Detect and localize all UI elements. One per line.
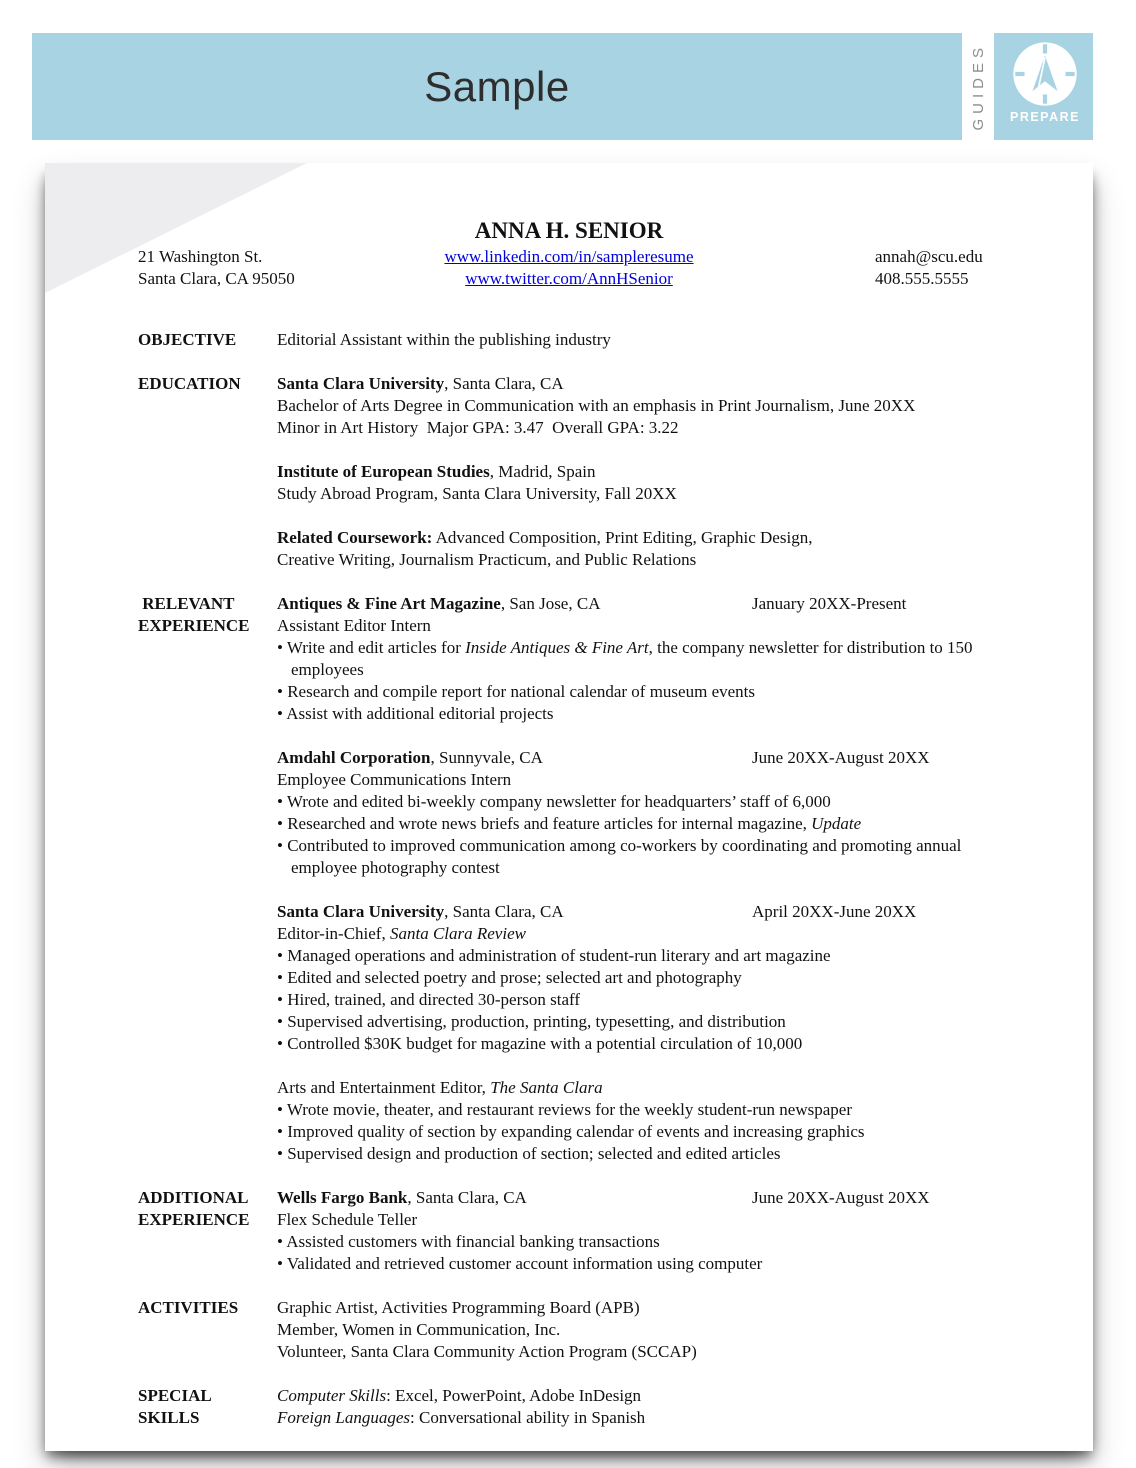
text-run: Editorial Assistant within the publishing industry — [277, 330, 611, 349]
phone-text: 408.555.5555 — [875, 269, 969, 288]
bullet-item: • Write and edit articles for Inside Antiques & Fine Art, the company newsletter for distribution to 150 employees — [277, 638, 977, 679]
bullet-item: • Wrote movie, theater, and restaurant reviews for the weekly student-run newspaper — [277, 1100, 852, 1119]
bold-text-run: Antiques & Fine Art Magazine — [277, 594, 501, 613]
entry-line — [277, 1385, 989, 1407]
entry — [277, 747, 989, 879]
text-run: Assistant Editor Intern — [277, 616, 431, 635]
entry-line — [277, 901, 989, 923]
section-label-line: SPECIAL — [138, 1386, 212, 1405]
bullet-item: • Supervised advertising, production, printing, typesetting, and distribution — [277, 1012, 786, 1031]
section-label — [138, 1187, 277, 1275]
entry-line — [277, 1407, 989, 1429]
bullet-item: • Research and compile report for national calendar of museum events — [277, 682, 755, 701]
entry-line — [277, 1297, 989, 1319]
section-content — [277, 373, 989, 571]
italic-text-run: Santa Clara Review — [389, 924, 526, 943]
date-range: January 20XX-Present — [752, 594, 907, 613]
entry — [277, 1187, 989, 1275]
resume-name: ANNA H. SENIOR — [474, 218, 664, 243]
section-label — [138, 373, 277, 571]
bold-text-run: Wells Fargo Bank — [277, 1188, 408, 1207]
text-run: Hired, trained, and directed 30-person staff — [287, 990, 581, 1009]
entry — [277, 1385, 989, 1429]
bullet-item: • Contributed to improved communication among co-workers by coordinating and promoting annual employee photography contest — [277, 836, 966, 877]
resume-page — [45, 163, 1093, 1451]
entry-line — [277, 769, 989, 791]
compass-icon — [1012, 41, 1078, 107]
text-run: Managed operations and administration of student-run literary and art magazine — [287, 946, 831, 965]
guides-tab — [962, 33, 994, 140]
text-run: Member, Women in Communication, Inc. — [277, 1320, 561, 1339]
text-run: , Madrid, Spain — [489, 462, 596, 481]
bullet-item: • Controlled $30K budget for magazine with a potential circulation of 10,000 — [277, 1034, 803, 1053]
text-run: Volunteer, Santa Clara Community Action Program (SCCAP) — [277, 1342, 697, 1361]
text-run: Graphic Artist, Activities Programming Board (APB) — [277, 1298, 640, 1317]
entry-line — [277, 747, 989, 769]
section-label-line: ACTIVITIES — [138, 1298, 239, 1317]
text-run: Wrote and edited bi-weekly company newsletter for headquarters’ staff of 6,000 — [286, 792, 831, 811]
bullet-item: • Researched and wrote news briefs and feature articles for internal magazine, Update — [277, 814, 862, 833]
text-run: : Conversational ability in Spanish — [410, 1408, 646, 1427]
entry-line — [277, 527, 989, 549]
bullet-item: • Validated and retrieved customer account information using computer — [277, 1254, 763, 1273]
entry-line — [277, 593, 989, 615]
date-range: April 20XX-June 20XX — [752, 902, 917, 921]
bold-text-run: Amdahl Corporation — [277, 748, 431, 767]
section-label-line: EDUCATION — [138, 374, 241, 393]
address-line-2: Santa Clara, CA 95050 — [138, 269, 295, 288]
resume-sections — [138, 329, 1093, 1429]
entry-line — [277, 373, 989, 395]
guides-label: GUIDES — [969, 42, 987, 131]
entry-line — [277, 923, 989, 945]
entry-line — [277, 1341, 989, 1363]
entry — [277, 373, 989, 439]
bullet-item: • Improved quality of section by expanding calendar of events and increasing graphics — [277, 1122, 865, 1141]
sample-banner — [32, 33, 1093, 140]
text-run: Validated and retrieved customer account information using computer — [286, 1254, 763, 1273]
italic-text-run: Computer Skills — [277, 1386, 387, 1405]
entry — [277, 1297, 989, 1363]
section-relevant-experience — [138, 593, 1093, 1165]
bullet-item: • Hired, trained, and directed 30-person staff — [277, 990, 581, 1009]
text-run: Study Abroad Program, Santa Clara University, Fall 20XX — [277, 484, 677, 503]
section-label-line: RELEVANT — [138, 594, 235, 613]
section-special-skills — [138, 1385, 1093, 1429]
section-education — [138, 373, 1093, 571]
text-run: , Sunnyvale, CA — [430, 748, 543, 767]
section-objective — [138, 329, 1093, 351]
section-label — [138, 593, 277, 1165]
text-run: , Santa Clara, CA — [407, 1188, 527, 1207]
section-label — [138, 1297, 277, 1363]
text-run: , Santa Clara, CA — [444, 374, 564, 393]
section-label-line: EXPERIENCE — [138, 1210, 250, 1229]
section-label-line: ADDITIONAL — [138, 1188, 249, 1207]
resume-header — [138, 218, 1000, 290]
date-range: June 20XX-August 20XX — [752, 748, 930, 767]
section-content — [277, 329, 989, 351]
section-content — [277, 1385, 989, 1429]
text-run: , Santa Clara, CA — [444, 902, 564, 921]
italic-text-run: Foreign Languages — [277, 1408, 411, 1427]
address-line-1: 21 Washington St. — [138, 247, 263, 266]
italic-text-run: Inside Antiques & Fine Art — [465, 638, 649, 657]
date-range: June 20XX-August 20XX — [752, 1188, 930, 1207]
entry-line — [277, 1319, 989, 1341]
entry — [277, 593, 989, 725]
twitter-link[interactable]: www.twitter.com/AnnHSenior — [465, 269, 673, 288]
bold-text-run: Related Coursework: — [277, 528, 433, 547]
entry — [277, 901, 989, 1055]
section-label — [138, 329, 277, 351]
section-label-line: SKILLS — [138, 1408, 200, 1427]
section-additional-experience — [138, 1187, 1093, 1275]
text-run: Advanced Composition, Print Editing, Graphic Design, — [432, 528, 813, 547]
text-run: : Excel, PowerPoint, Adobe InDesign — [386, 1386, 642, 1405]
text-run: , the company newsletter for distribution to 150 employees — [291, 638, 977, 679]
text-run: Wrote movie, theater, and restaurant reviews for the weekly student-run newspaper — [286, 1100, 852, 1119]
section-label-line: OBJECTIVE — [138, 330, 237, 349]
entry-line — [277, 329, 989, 351]
entry — [277, 329, 989, 351]
entry-line — [277, 549, 989, 571]
text-run: Edited and selected poetry and prose; selected art and photography — [287, 968, 742, 987]
text-run: Write and edit articles for — [286, 638, 466, 657]
entry-line — [277, 1187, 989, 1209]
bold-text-run: Institute of European Studies — [277, 462, 490, 481]
section-activities — [138, 1297, 1093, 1363]
text-run: Contributed to improved communication among co-workers by coordinating and promoting annual employee photography contest — [287, 836, 966, 877]
text-run: Controlled $30K budget for magazine with a potential circulation of 10,000 — [287, 1034, 803, 1053]
linkedin-link[interactable]: www.linkedin.com/in/sampleresume — [444, 247, 694, 266]
text-run: Minor in Art History Major GPA: 3.47 Overall GPA: 3.22 — [277, 418, 679, 437]
text-run: Bachelor of Arts Degree in Communication with an emphasis in Print Journalism, June 20XX — [277, 396, 916, 415]
entry-line — [277, 461, 989, 483]
entry-line — [277, 1209, 989, 1231]
bullet-item: • Edited and selected poetry and prose; selected art and photography — [277, 968, 742, 987]
email-text: annah@scu.edu — [875, 247, 983, 266]
entry — [277, 527, 989, 571]
text-run: Research and compile report for national calendar of museum events — [287, 682, 755, 701]
entry-line — [277, 1077, 989, 1099]
italic-text-run: The Santa Clara — [490, 1078, 603, 1097]
section-label — [138, 1385, 277, 1429]
text-run: , San Jose, CA — [500, 594, 601, 613]
section-content — [277, 1297, 989, 1363]
text-run: Improved quality of section by expanding calendar of events and increasing graphics — [287, 1122, 865, 1141]
bold-text-run: Santa Clara University — [277, 902, 445, 921]
text-run: Researched and wrote news briefs and feature articles for internal magazine, — [287, 814, 812, 833]
text-run: Arts and Entertainment Editor, — [277, 1078, 491, 1097]
entry — [277, 461, 989, 505]
resume-content — [45, 163, 1093, 1429]
text-run: Supervised design and production of section; selected and edited articles — [287, 1144, 781, 1163]
entry-line — [277, 395, 989, 417]
prepare-logo — [1004, 41, 1086, 124]
text-run: Assist with additional editorial projects — [286, 704, 554, 723]
bullet-item: • Supervised design and production of section; selected and edited articles — [277, 1144, 781, 1163]
contact-address — [138, 246, 295, 290]
text-run: Assisted customers with financial banking transactions — [286, 1232, 660, 1251]
text-run: Flex Schedule Teller — [277, 1210, 418, 1229]
section-content — [277, 1187, 989, 1275]
text-run: Employee Communications Intern — [277, 770, 512, 789]
text-run: Creative Writing, Journalism Practicum, and Public Relations — [277, 550, 697, 569]
bullet-item: • Managed operations and administration of student-run literary and art magazine — [277, 946, 831, 965]
entry-line — [277, 417, 989, 439]
italic-text-run: Update — [811, 814, 862, 833]
bullet-item: • Assist with additional editorial projects — [277, 704, 554, 723]
bullet-item: • Assisted customers with financial banking transactions — [277, 1232, 660, 1251]
prepare-label: PREPARE — [1009, 110, 1080, 124]
contact-block — [138, 246, 1000, 290]
text-run: Supervised advertising, production, printing, typesetting, and distribution — [287, 1012, 786, 1031]
section-label-line: EXPERIENCE — [138, 616, 250, 635]
banner-title: Sample — [424, 62, 570, 110]
contact-email-phone — [875, 246, 983, 290]
section-content — [277, 593, 989, 1165]
entry — [277, 1077, 989, 1165]
entry-line — [277, 615, 989, 637]
bold-text-run: Santa Clara University — [277, 374, 445, 393]
text-run: Editor-in-Chief, — [277, 924, 390, 943]
entry-line — [277, 483, 989, 505]
bullet-item: • Wrote and edited bi-weekly company newsletter for headquarters’ staff of 6,000 — [277, 792, 831, 811]
